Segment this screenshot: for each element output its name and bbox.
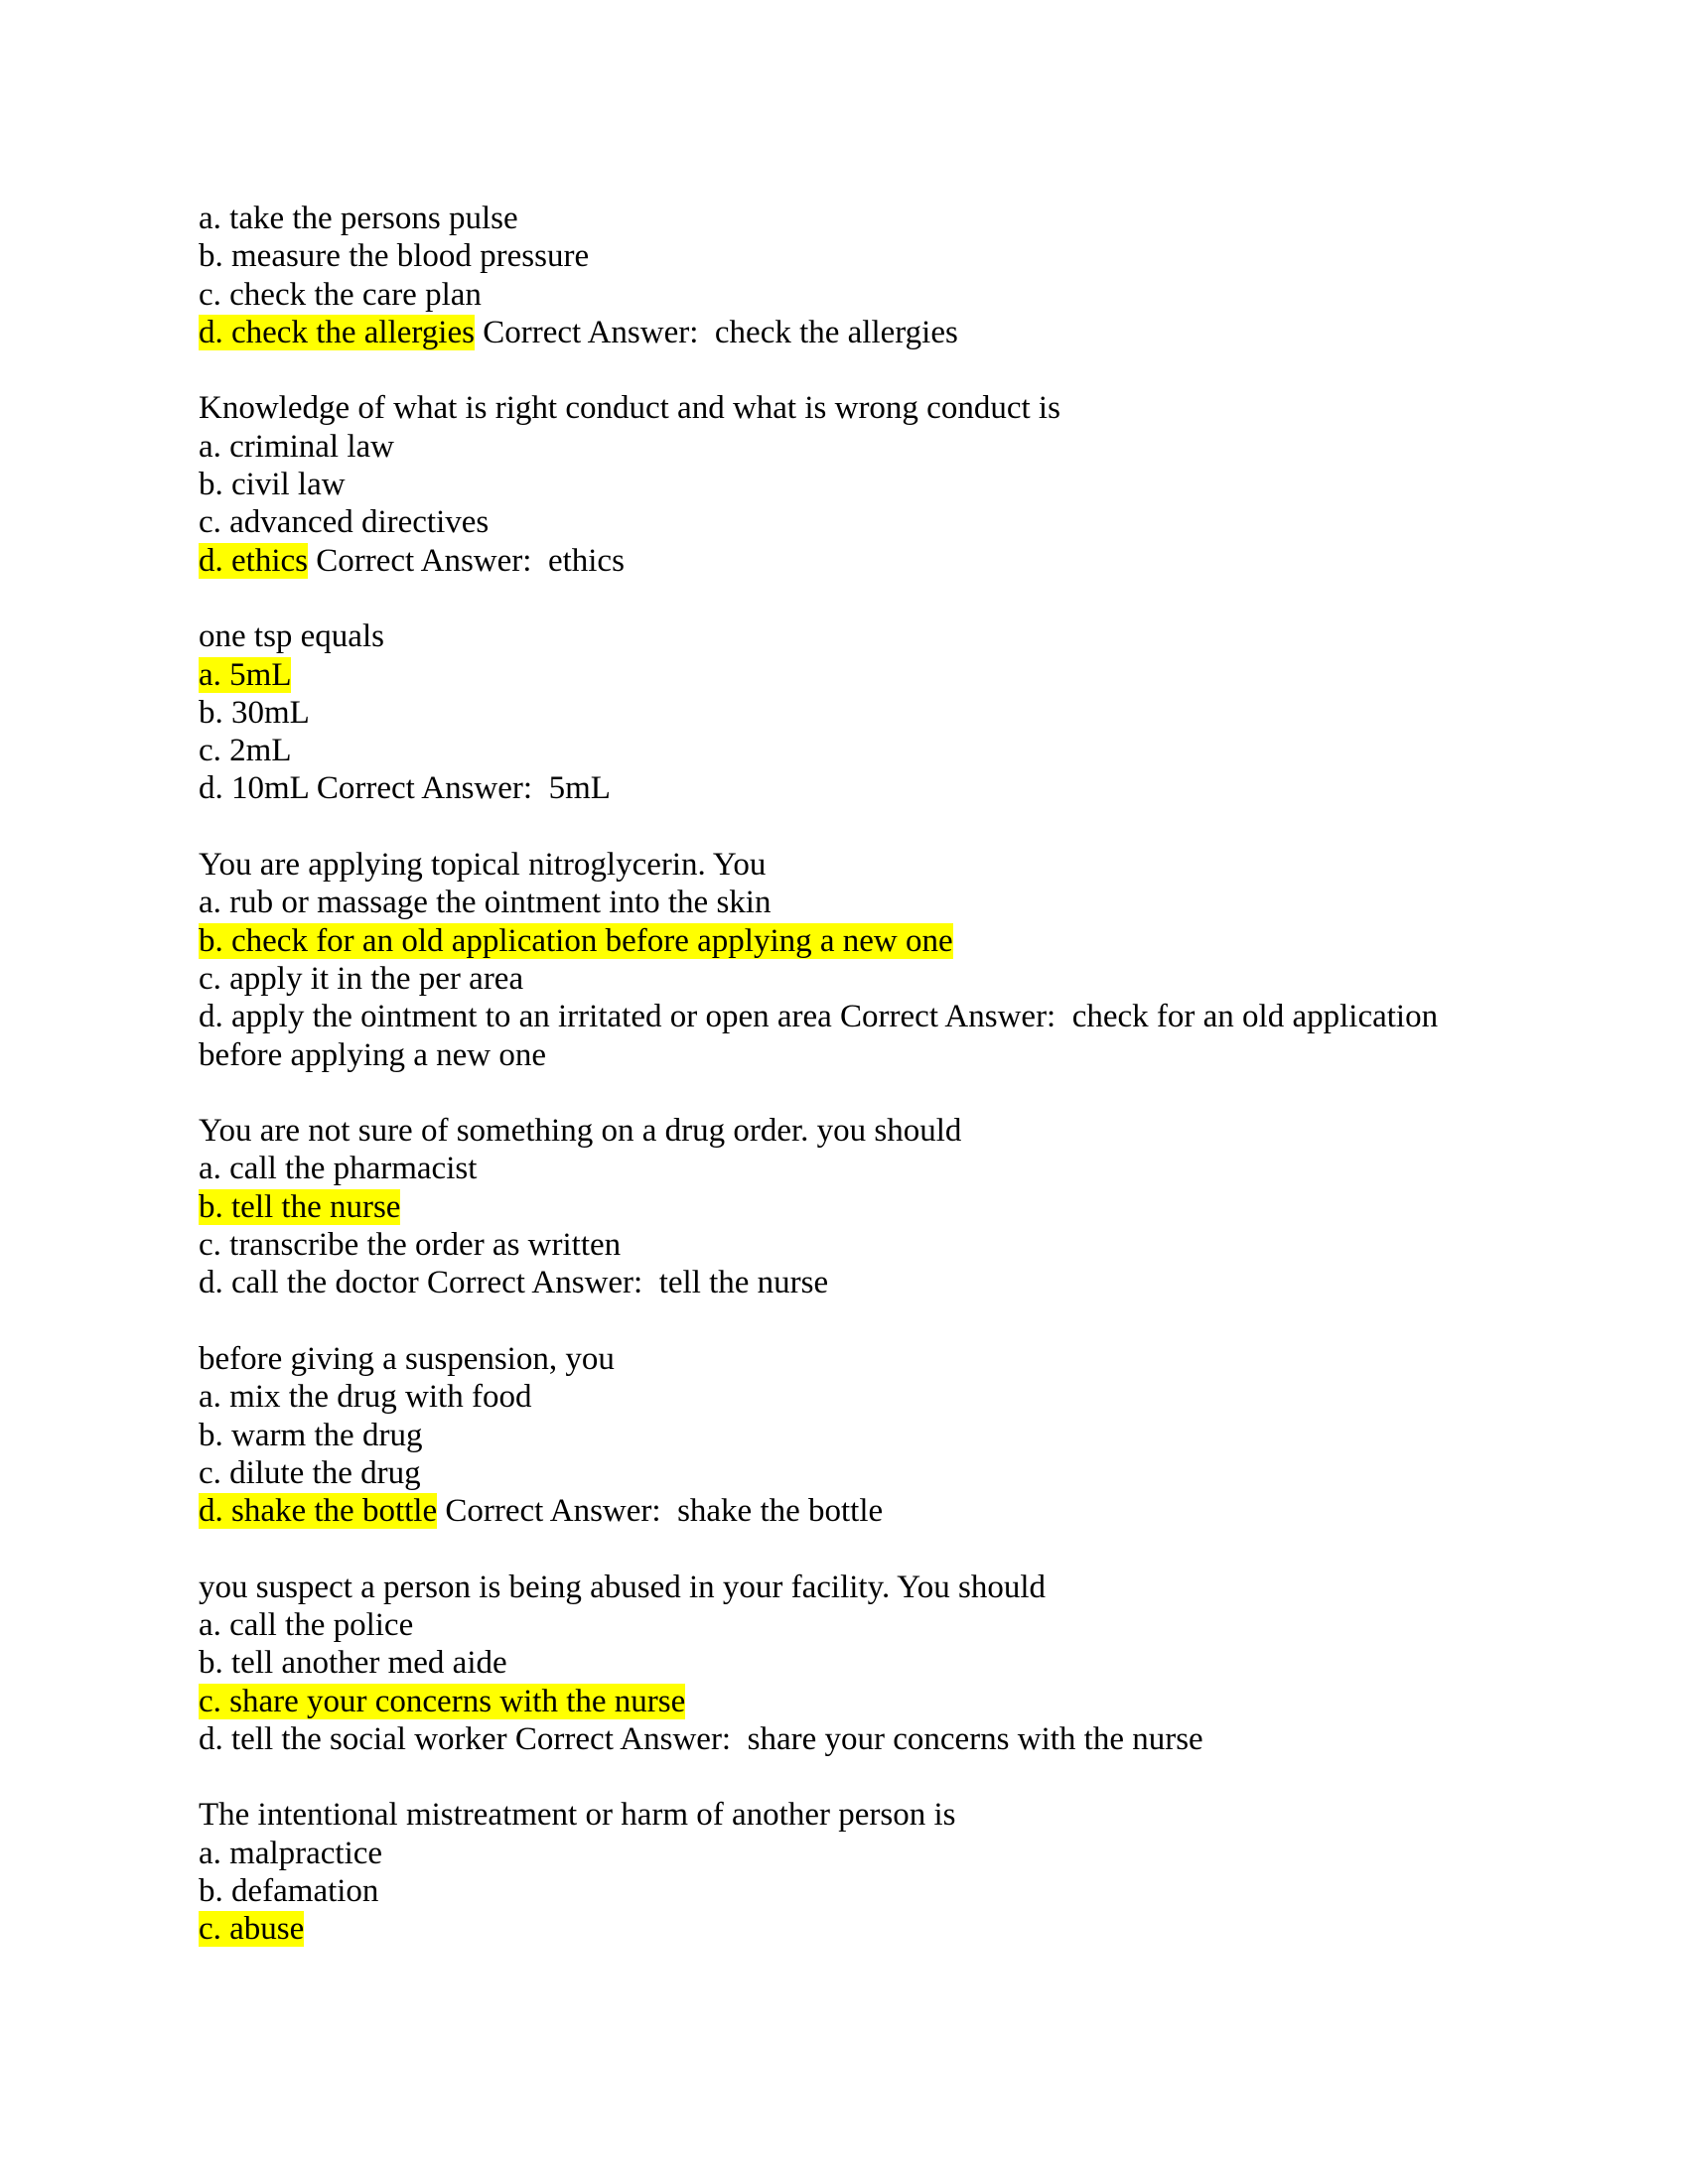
option-b bbox=[199, 1644, 1489, 1682]
answer-label: Correct Answer: bbox=[840, 999, 1056, 1035]
option-a bbox=[199, 200, 1489, 237]
option-text: c. transcribe the order as written bbox=[199, 1227, 622, 1264]
option-text: a. rub or massage the ointment into the skin bbox=[199, 885, 772, 921]
question-6 bbox=[199, 1340, 1489, 1530]
option-text: d. tell the social worker bbox=[199, 1720, 507, 1757]
highlighted-option: b. check for an old application before applying a new one bbox=[199, 922, 953, 959]
option-a bbox=[199, 1606, 1489, 1644]
spacer bbox=[199, 1074, 1489, 1112]
highlighted-option: c. abuse bbox=[199, 1911, 305, 1948]
option-text: a. call the pharmacist bbox=[199, 1151, 478, 1187]
spacer bbox=[199, 1302, 1489, 1340]
option-text: b. measure the blood pressure bbox=[199, 238, 590, 275]
option-a bbox=[199, 656, 1489, 694]
option-c bbox=[199, 960, 1489, 998]
option-c bbox=[199, 732, 1489, 769]
correct-answer: ethics bbox=[547, 542, 625, 579]
correct-answer: 5mL bbox=[548, 770, 611, 807]
option-text: c. check the care plan bbox=[199, 276, 482, 313]
option-c bbox=[199, 1226, 1489, 1264]
option-b bbox=[199, 922, 1489, 960]
option-a bbox=[199, 1835, 1489, 1872]
question-stem: before giving a suspension, you bbox=[199, 1340, 615, 1377]
spacer bbox=[199, 808, 1489, 846]
spacer bbox=[199, 580, 1489, 617]
option-b bbox=[199, 1872, 1489, 1910]
option-text: c. advanced directives bbox=[199, 504, 490, 541]
option-a bbox=[199, 884, 1489, 921]
option-a bbox=[199, 1150, 1489, 1187]
option-c bbox=[199, 1910, 1489, 1948]
option-b bbox=[199, 237, 1489, 275]
answer-label: Correct Answer: bbox=[445, 1493, 661, 1530]
option-b bbox=[199, 1417, 1489, 1454]
document-page bbox=[199, 200, 1489, 1949]
option-text: a. call the police bbox=[199, 1606, 414, 1643]
option-d bbox=[199, 1264, 1489, 1301]
question-stem: one tsp equals bbox=[199, 618, 384, 655]
option-b bbox=[199, 466, 1489, 503]
correct-answer-continued: before applying a new one bbox=[199, 1036, 547, 1073]
highlighted-option: b. tell the nurse bbox=[199, 1188, 401, 1225]
question-stem: The intentional mistreatment or harm of another person is bbox=[199, 1797, 956, 1834]
question-2 bbox=[199, 389, 1489, 579]
spacer bbox=[199, 1758, 1489, 1796]
question-7 bbox=[199, 1569, 1489, 1758]
answer-label: Correct Answer: bbox=[514, 1720, 732, 1757]
option-b bbox=[199, 1188, 1489, 1226]
option-text: d. apply the ointment to an irritated or open area bbox=[199, 999, 832, 1035]
question-stem: Knowledge of what is right conduct and what is wrong conduct is bbox=[199, 390, 1060, 427]
option-text: b. defamation bbox=[199, 1873, 379, 1910]
option-text: d. 10mL bbox=[199, 770, 309, 807]
question-5 bbox=[199, 1112, 1489, 1301]
spacer bbox=[199, 351, 1489, 389]
option-c bbox=[199, 503, 1489, 541]
correct-answer: tell the nurse bbox=[658, 1265, 829, 1301]
answer-label: Correct Answer: bbox=[316, 542, 532, 579]
option-text: d. call the doctor bbox=[199, 1265, 419, 1301]
option-text: a. malpractice bbox=[199, 1835, 383, 1871]
option-d bbox=[199, 314, 1489, 351]
answer-label: Correct Answer: bbox=[427, 1265, 643, 1301]
question-8 bbox=[199, 1796, 1489, 1948]
highlighted-option: d. check the allergies bbox=[199, 314, 475, 350]
option-b bbox=[199, 694, 1489, 732]
option-d bbox=[199, 542, 1489, 580]
correct-answer: check for an old application bbox=[1071, 999, 1439, 1035]
option-a bbox=[199, 428, 1489, 466]
correct-answer: check the allergies bbox=[714, 314, 958, 350]
option-text: c. dilute the drug bbox=[199, 1454, 421, 1491]
answer-label: Correct Answer: bbox=[316, 770, 533, 807]
correct-answer: shake the bottle bbox=[677, 1493, 884, 1530]
spacer bbox=[199, 1530, 1489, 1568]
option-a bbox=[199, 1378, 1489, 1416]
highlighted-option: c. share your concerns with the nurse bbox=[199, 1683, 686, 1719]
option-text: a. criminal law bbox=[199, 428, 395, 465]
question-4 bbox=[199, 846, 1489, 1074]
option-d bbox=[199, 998, 1489, 1035]
question-stem: you suspect a person is being abused in your facility. You should bbox=[199, 1569, 1047, 1605]
option-text: a. mix the drug with food bbox=[199, 1379, 532, 1416]
option-c bbox=[199, 1683, 1489, 1720]
highlighted-option: a. 5mL bbox=[199, 656, 292, 693]
highlighted-option: d. ethics bbox=[199, 542, 308, 579]
highlighted-option: d. shake the bottle bbox=[199, 1493, 438, 1530]
answer-label: Correct Answer: bbox=[483, 314, 699, 350]
question-stem: You are applying topical nitroglycerin. You bbox=[199, 847, 767, 884]
question-stem: You are not sure of something on a drug order. you should bbox=[199, 1113, 962, 1150]
correct-answer: share your concerns with the nurse bbox=[747, 1720, 1203, 1757]
question-1 bbox=[199, 200, 1489, 351]
option-d bbox=[199, 769, 1489, 807]
option-d bbox=[199, 1720, 1489, 1758]
option-text: c. apply it in the per area bbox=[199, 960, 524, 997]
option-text: a. take the persons pulse bbox=[199, 201, 518, 236]
option-text: b. civil law bbox=[199, 467, 346, 503]
option-text: b. 30mL bbox=[199, 694, 310, 731]
option-text: c. 2mL bbox=[199, 733, 292, 769]
question-3 bbox=[199, 617, 1489, 807]
option-c bbox=[199, 276, 1489, 314]
option-text: b. tell another med aide bbox=[199, 1645, 507, 1682]
option-d bbox=[199, 1492, 1489, 1530]
option-c bbox=[199, 1454, 1489, 1492]
option-text: b. warm the drug bbox=[199, 1417, 423, 1453]
